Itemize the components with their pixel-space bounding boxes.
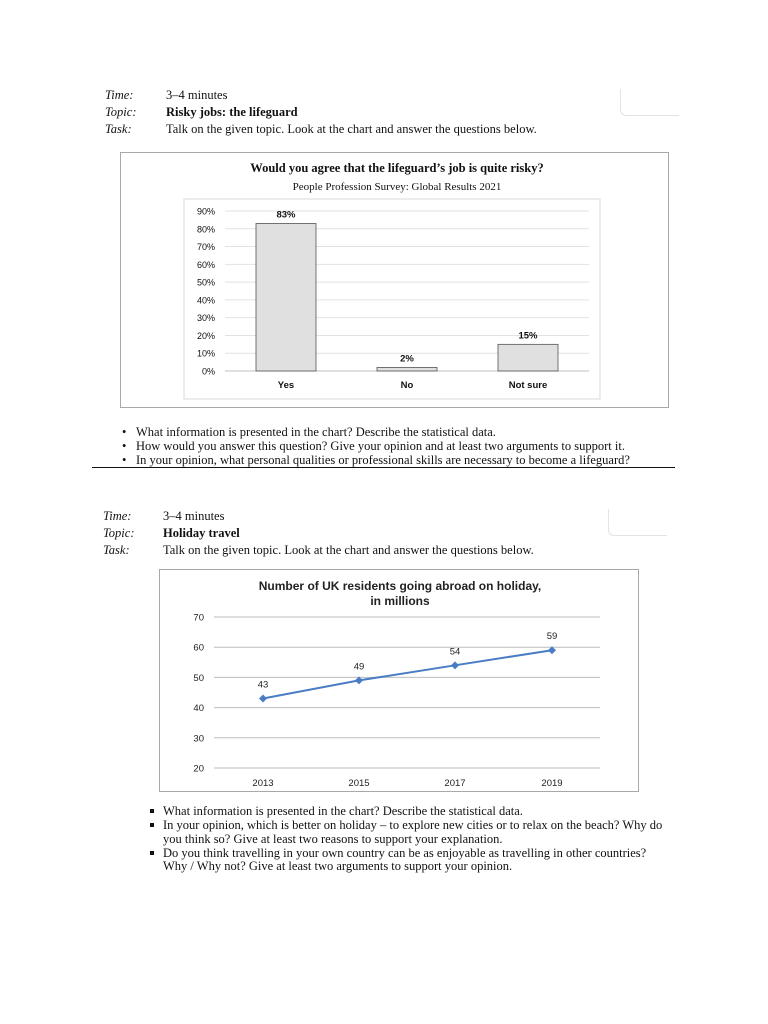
- chart1-subtitle: People Profession Survey: Global Results 2021: [292, 181, 502, 193]
- chart2-title-line1: Number of UK residents going abroad on holiday,: [258, 579, 542, 593]
- bar-data-label: 83%: [276, 209, 296, 221]
- topic-value: Risky jobs: the lifeguard: [166, 105, 298, 119]
- x-tick-label: 2019: [541, 778, 563, 789]
- y-tick-label: 20%: [196, 330, 215, 341]
- series-line: [263, 650, 552, 698]
- time-value: 3–4 minutes: [163, 509, 225, 523]
- chart1-title: Would you agree that the lifeguard’s job is quite risky?: [250, 161, 544, 175]
- task-value: Talk on the given topic. Look at the chart and answer the questions below.: [166, 122, 537, 136]
- question-item: • In your opinion, what personal qualities or professional skills are necessary to become a lifeguard?: [120, 454, 680, 468]
- task-label: Task:: [105, 122, 132, 136]
- point-data-label: 43: [257, 679, 269, 691]
- task-value: Talk on the given topic. Look at the chart and answer the questions below.: [163, 543, 534, 557]
- point-data-label: 54: [449, 646, 461, 658]
- time-label: Time:: [103, 509, 132, 523]
- topic-label: Topic:: [105, 105, 137, 119]
- y-tick-label: 60%: [196, 259, 215, 270]
- topic-label: Topic:: [103, 526, 135, 540]
- chart2-title-line2: in millions: [370, 594, 430, 608]
- corner-mark: [620, 89, 679, 116]
- x-tick-label: 2015: [348, 778, 370, 789]
- point-data-label: 59: [546, 631, 558, 643]
- question-item: • How would you answer this question? Give your opinion and at least two arguments to support it.: [120, 440, 680, 454]
- question-item: Do you think travelling in your own country can be as enjoyable as travelling in other countries? Why / Why not? Give at least two arguments to support your opinion.: [147, 847, 667, 874]
- line-chart: [160, 570, 638, 791]
- bar-data-label: 15%: [518, 330, 538, 342]
- y-tick-label: 80%: [196, 224, 215, 235]
- bar: [377, 367, 437, 371]
- question-item: In your opinion, which is better on holiday – to explore new cities or to relax on the beach? Why do you think so? Give at least two reasons to support your explanation.: [147, 819, 667, 846]
- task-label: Task:: [103, 543, 130, 557]
- y-tick-label: 50: [193, 672, 204, 684]
- y-tick-label: 40%: [196, 295, 215, 306]
- data-point: [259, 695, 267, 703]
- x-tick-label: 2013: [252, 778, 274, 789]
- y-tick-label: 30%: [196, 313, 215, 324]
- y-tick-label: 30: [193, 733, 204, 745]
- x-tick-label: Not sure: [508, 380, 548, 391]
- data-point: [451, 661, 459, 669]
- time-value: 3–4 minutes: [166, 88, 228, 102]
- y-tick-label: 90%: [196, 206, 215, 217]
- y-tick-label: 50%: [196, 277, 215, 288]
- bar-chart: [121, 153, 668, 407]
- task2-questions: [147, 805, 667, 874]
- bar-data-label: 2%: [400, 353, 414, 365]
- x-tick-label: Yes: [277, 380, 295, 391]
- x-tick-label: No: [400, 380, 414, 391]
- bar: [498, 344, 558, 371]
- chart2-frame: [159, 569, 639, 792]
- y-tick-label: 10%: [196, 348, 215, 359]
- question-item: What information is presented in the chart? Describe the statistical data.: [147, 805, 667, 819]
- question-item: • What information is presented in the chart? Describe the statistical data.: [120, 426, 680, 440]
- chart1-frame: [120, 152, 669, 408]
- y-tick-label: 0%: [201, 366, 215, 377]
- y-tick-label: 20: [193, 763, 204, 775]
- y-tick-label: 40: [193, 703, 204, 715]
- time-label: Time:: [105, 88, 134, 102]
- bar: [256, 223, 316, 371]
- y-tick-label: 70: [193, 612, 204, 624]
- task1-questions: [120, 426, 680, 468]
- corner-mark: [608, 509, 667, 536]
- topic-value: Holiday travel: [163, 526, 240, 540]
- y-tick-label: 60: [193, 642, 204, 654]
- x-tick-label: 2017: [444, 778, 466, 789]
- section-divider: [92, 467, 675, 468]
- y-tick-label: 70%: [196, 242, 215, 253]
- point-data-label: 49: [353, 661, 365, 673]
